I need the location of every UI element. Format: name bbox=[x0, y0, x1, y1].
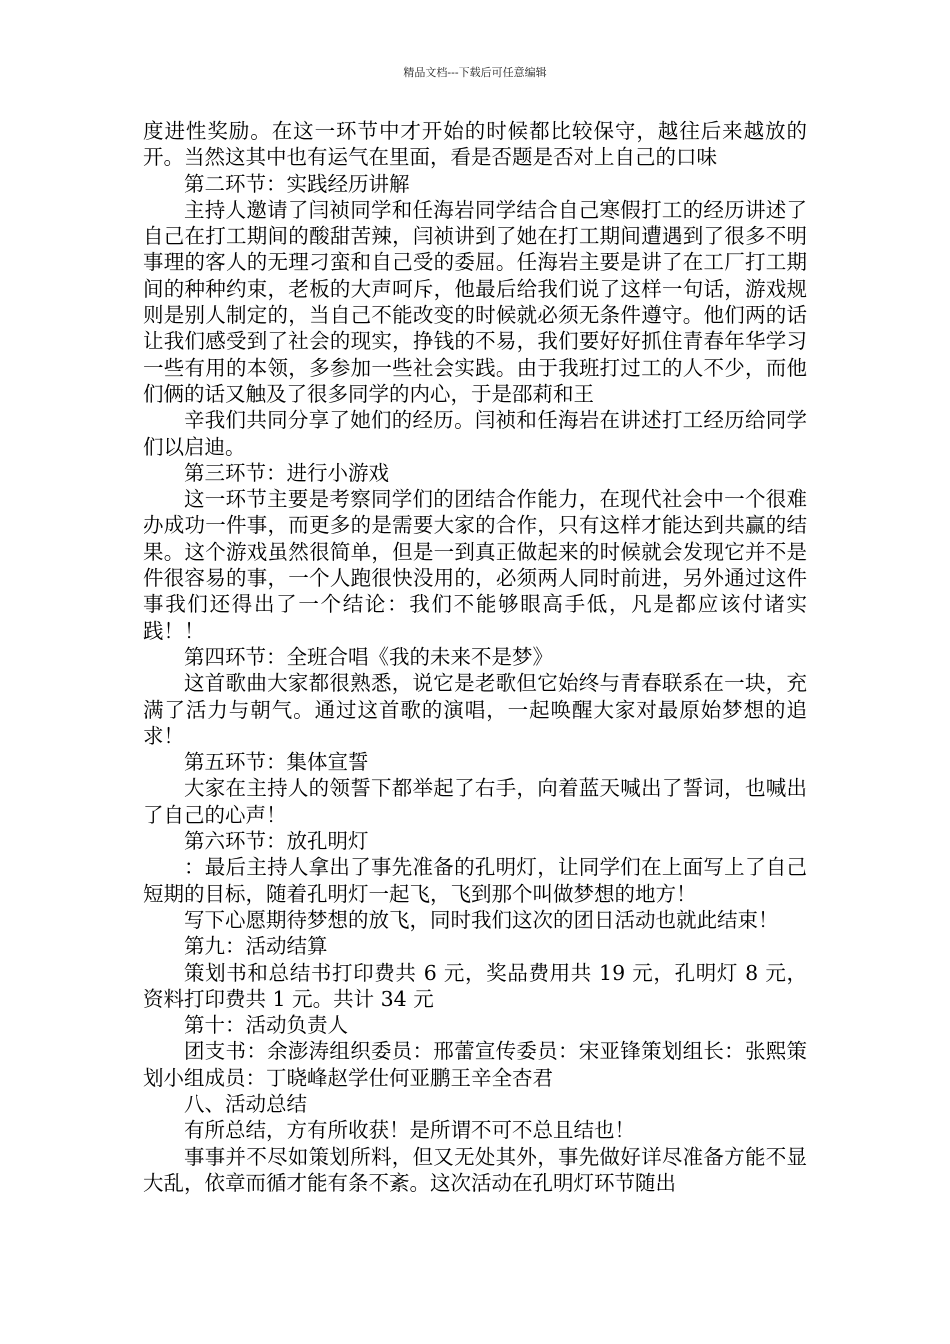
paragraph: 事事并不尽如策划所料，但又无处其外，事先做好详尽准备方能不显大乱，依章而循才能有条不紊。这次活动在孔明灯环节随出 bbox=[143, 1144, 807, 1195]
section-heading: 第九：活动结算 bbox=[184, 934, 328, 959]
section-heading: 八、活动总结 bbox=[184, 1091, 307, 1116]
section-heading: 第二环节：实践经历讲解 bbox=[184, 171, 410, 196]
page-header: 精品文档---下载后可任意编辑 bbox=[403, 66, 547, 79]
paragraph: ：最后主持人拿出了事先准备的孔明灯，让同学们在上面写上了自己短期的目标，随着孔明灯一起飞，飞到那个叫做梦想的地方！ bbox=[143, 855, 807, 906]
section-heading: 第三环节：进行小游戏 bbox=[184, 460, 389, 485]
section-heading: 第四环节：全班合唱《我的未来不是梦》 bbox=[184, 644, 553, 669]
paragraph: 写下心愿期待梦想的放飞，同时我们这次的团日活动也就此结束！ bbox=[184, 907, 779, 932]
paragraph: 大家在主持人的领誓下都举起了右手，向着蓝天喊出了誓词，也喊出了自己的心声！ bbox=[143, 776, 807, 827]
section-heading: 第六环节：放孔明灯 bbox=[184, 829, 369, 854]
paragraph: 团支书：余澎涛组织委员：邢蕾宣传委员：宋亚锋策划组长：张熙策划小组成员：丁晓峰赵学仕何亚鹏王辛全杏君 bbox=[143, 1039, 807, 1090]
section-heading: 第十：活动负责人 bbox=[184, 1013, 348, 1038]
paragraph: 主持人邀请了闫祯同学和任海岩同学结合自己寒假打工的经历讲述了自己在打工期间的酸甜苦辣，闫祯讲到了她在打工期间遭遇到了很多不明事理的客人的无理刁蛮和自己受的委屈。任海岩主要是讲了在工厂打工期间的种种约束，老板的大声呵斥，他最后给我们说了这样一句话，游戏规则是别人制定的，当自己不能改变的时候就必须无条件遵守。他们两的话让我们感受到了社会的现实，挣钱的不易，我们要好好抓住青春年华学习一些有用的本领，多参加一些社会实践。由于我班打过工的人不少，而他们俩的话又触及了很多同学的内心，于是邵莉和王 bbox=[143, 197, 807, 406]
paragraph: 度进性奖励。在这一环节中才开始的时候都比较保守，越往后来越放的开。当然这其中也有运气在里面，看是否题是否对上自己的口味 bbox=[143, 119, 807, 170]
paragraph: 这一环节主要是考察同学们的团结合作能力，在现代社会中一个很难办成功一件事，而更多的是需要大家的合作，只有这样才能达到共赢的结果。这个游戏虽然很简单，但是一到真正做起来的时候就会发现它并不是件很容易的事，一个人跑很快没用的，必须两人同时前进，另外通过这件事我们还得出了一个结论：我们不能够眼高手低，凡是都应该付诸实践！！ bbox=[143, 487, 807, 643]
document-body bbox=[143, 118, 807, 1196]
section-heading: 第五环节：集体宣誓 bbox=[184, 750, 369, 775]
paragraph: 辛我们共同分享了她们的经历。闫祯和任海岩在讲述打工经历给同学们以启迪。 bbox=[143, 408, 807, 459]
paragraph: 有所总结，方有所收获！是所谓不可不总且结也！ bbox=[184, 1118, 635, 1143]
paragraph: 这首歌曲大家都很熟悉，说它是老歌但它始终与青春联系在一块，充满了活力与朝气。通过这首歌的演唱，一起唤醒大家对最原始梦想的追求！ bbox=[143, 671, 807, 748]
paragraph: 策划书和总结书打印费共 6 元，奖品费用共 19 元，孔明灯 8 元，资料打印费共 1 元。共计 34 元 bbox=[143, 960, 807, 1011]
